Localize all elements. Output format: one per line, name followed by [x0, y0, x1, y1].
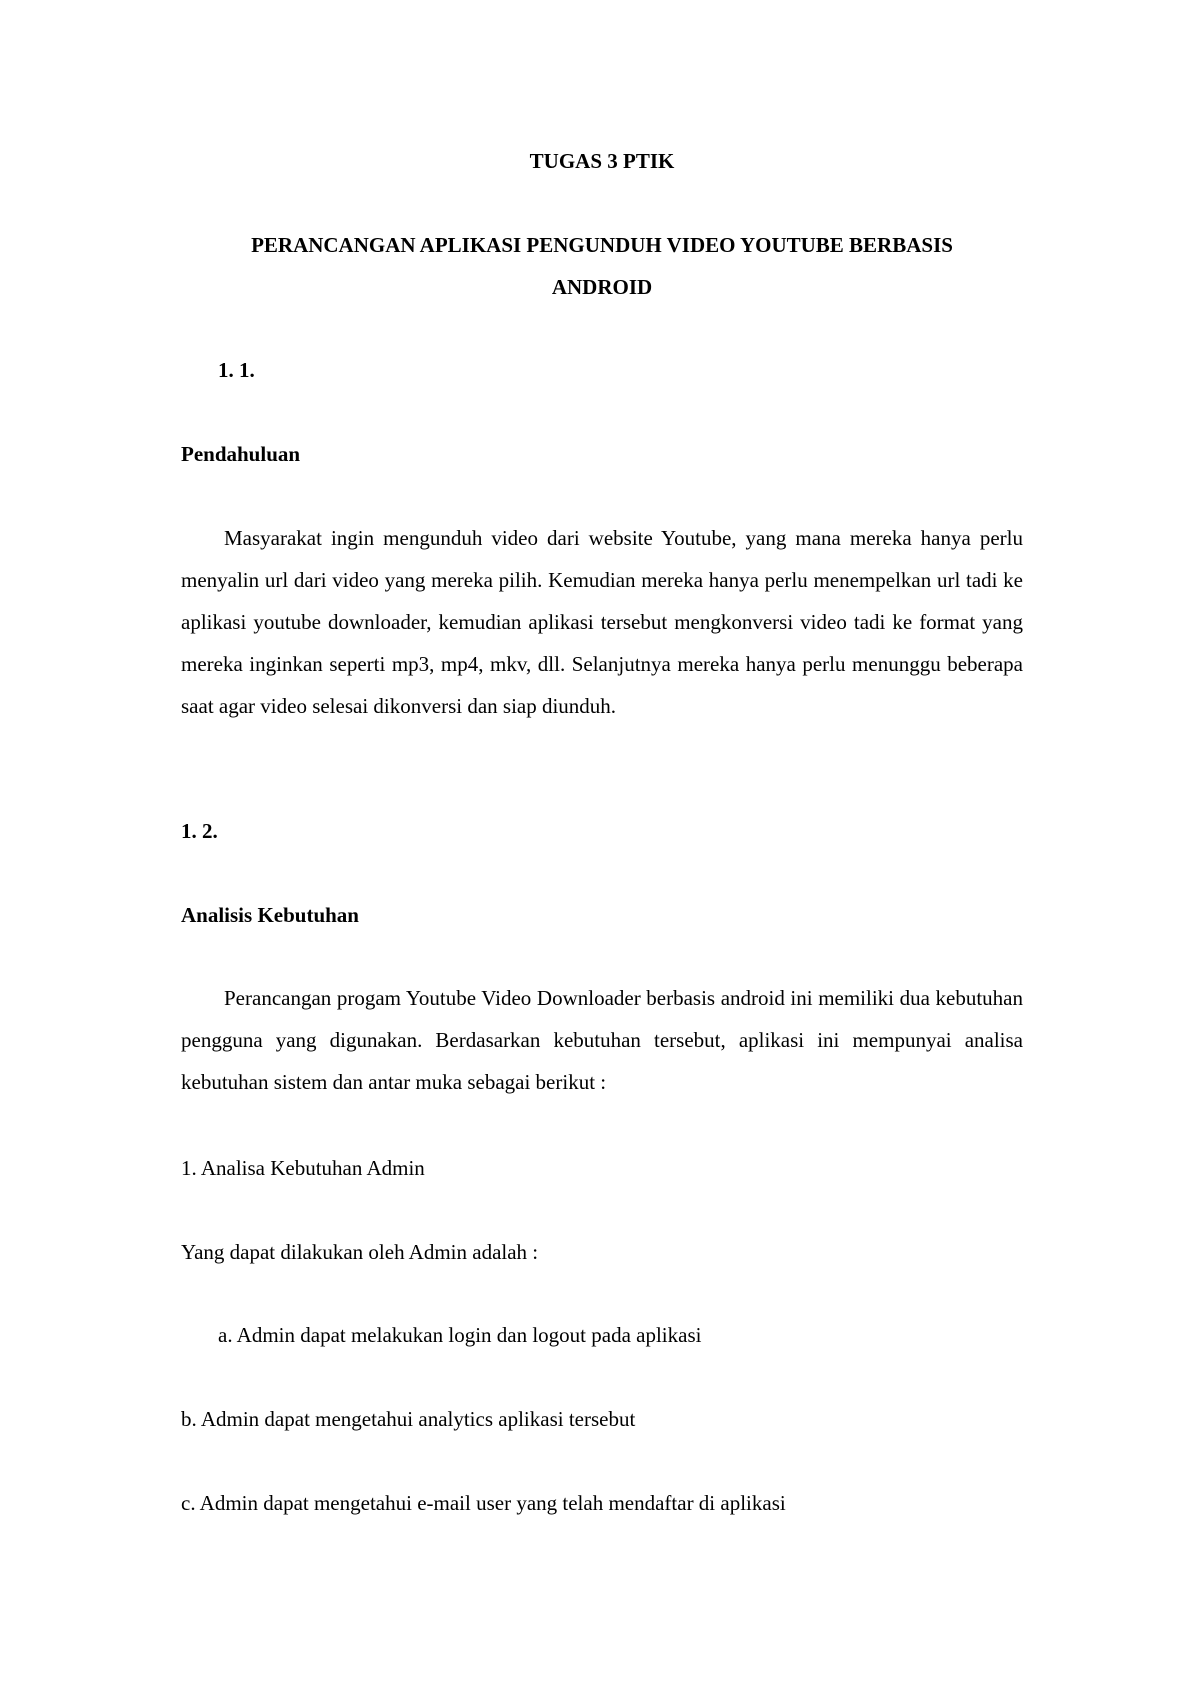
section-heading-pendahuluan: Pendahuluan	[181, 442, 301, 466]
document-subtitle-line2: ANDROID	[551, 275, 653, 299]
paragraph-analisis: Perancangan progam Youtube Video Downloader berbasis android ini memiliki dua kebutuhan pengguna yang digunakan. Berdasarkan kebutuhan tersebut, aplikasi ini mempunyai analisa kebutuhan sistem dan antar muka sebagai berikut :	[181, 986, 1023, 1094]
section-number-2: 1. 2.	[181, 819, 218, 843]
list-item-b: b. Admin dapat mengetahui analytics aplikasi tersebut	[181, 1407, 636, 1431]
list-intro: Yang dapat dilakukan oleh Admin adalah :	[181, 1240, 539, 1264]
list-item-c: c. Admin dapat mengetahui e-mail user yang telah mendaftar di aplikasi	[181, 1491, 786, 1515]
list-title-admin: 1. Analisa Kebutuhan Admin	[181, 1156, 425, 1180]
document-title: TUGAS 3 PTIK	[529, 149, 675, 173]
paragraph-pendahuluan: Masyarakat ingin mengunduh video dari website Youtube, yang mana mereka hanya perlu menyalin url dari video yang mereka pilih. Kemudian mereka hanya perlu menempelkan url tadi ke aplikasi youtube downloader, kemudian aplikasi tersebut mengkonversi video tadi ke format yang mereka inginkan seperti mp3, mp4, mkv, dll. Selanjutnya mereka hanya perlu menunggu beberapa saat agar video selesai dikonversi dan siap diunduh.	[181, 526, 1023, 718]
section-heading-analisis: Analisis Kebutuhan	[181, 903, 359, 927]
section-number-1: 1. 1.	[218, 358, 255, 382]
document-subtitle-line1: PERANCANGAN APLIKASI PENGUNDUH VIDEO YOUTUBE BERBASIS	[251, 233, 953, 257]
list-item-a: a. Admin dapat melakukan login dan logout pada aplikasi	[218, 1323, 702, 1347]
